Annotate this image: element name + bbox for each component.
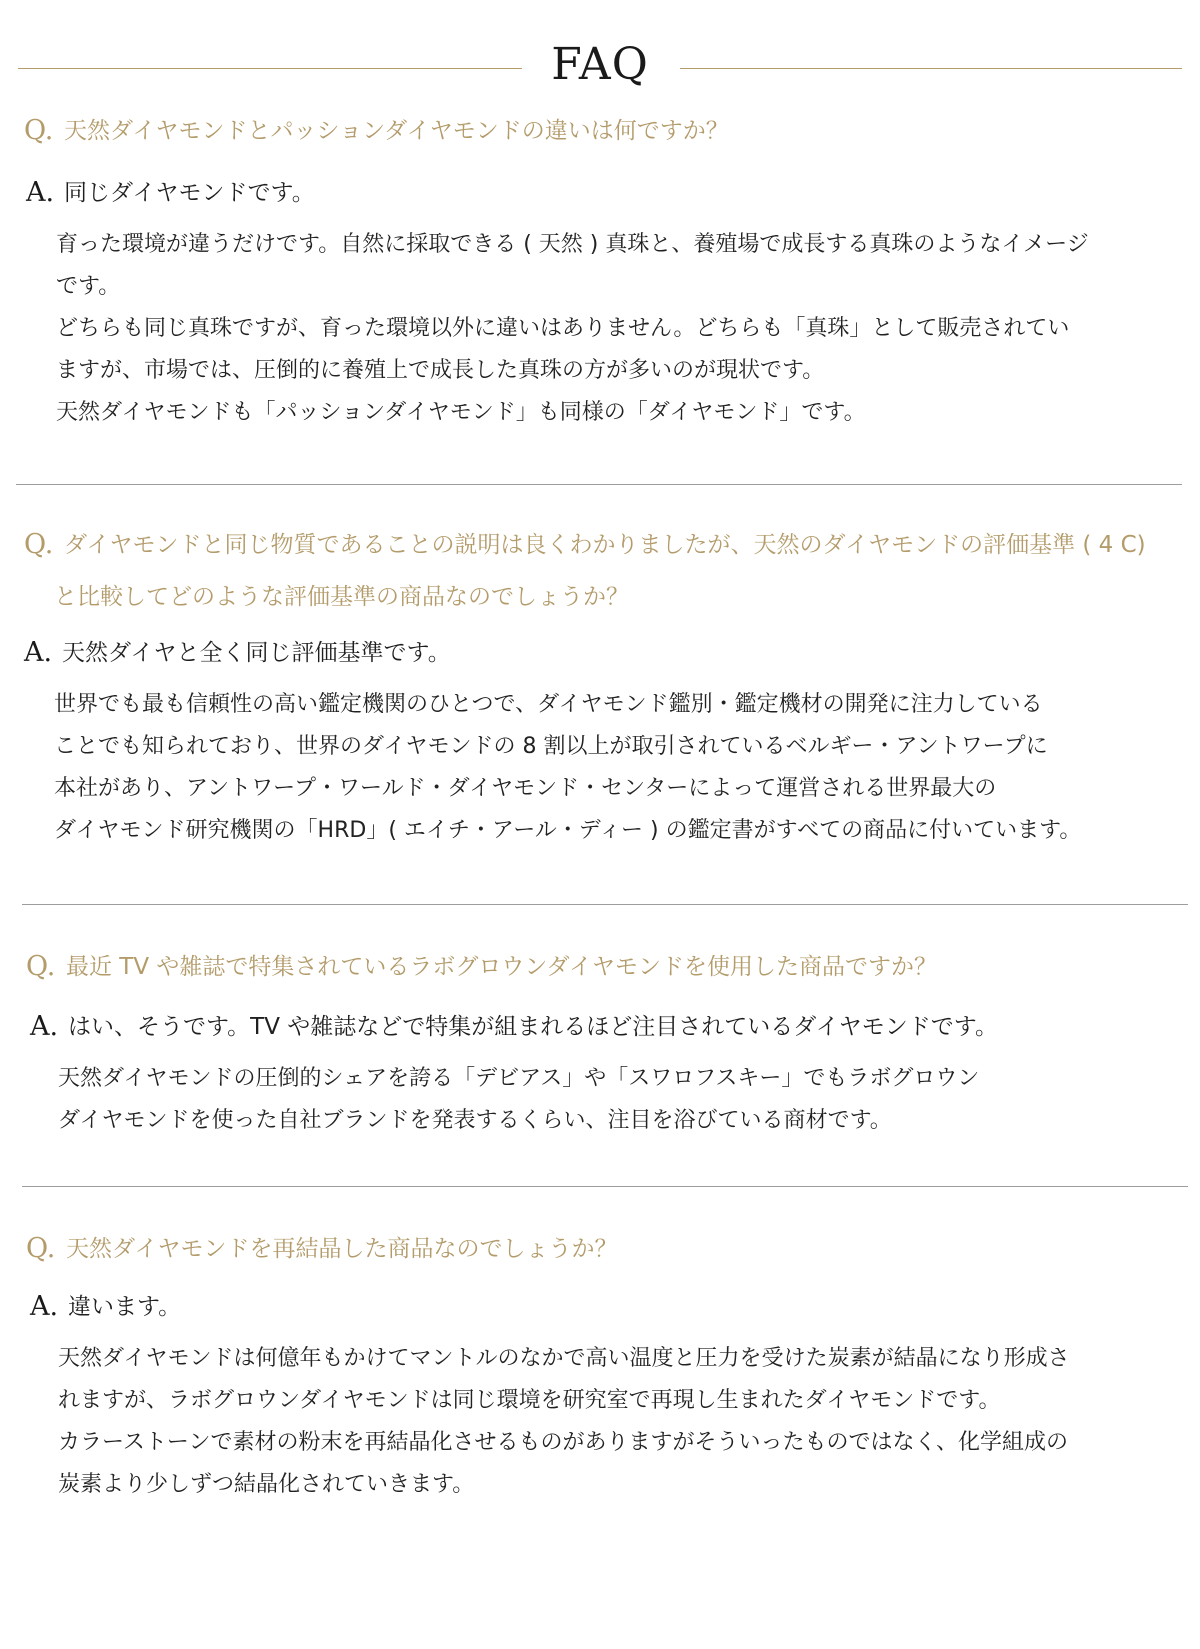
header-rule-right [680, 68, 1182, 69]
answer-body-line: 天然ダイヤモンドは何億年もかけてマントルのなかで高い温度と圧力を受けた炭素が結晶になり形成さ [58, 1346, 1070, 1371]
answer-body-line: 天然ダイヤモンドも「パッションダイヤモンド」も同様の「ダイヤモンド」です。 [56, 400, 866, 425]
answer-body-line: ダイヤモンドを使った自社ブランドを発表するくらい、注目を浴びている商材です。 [58, 1108, 892, 1133]
answer-body-line: です。 [56, 274, 121, 299]
answer-body-line: ますが、市場では、圧倒的に養殖上で成長した真珠の方が多いのが現状です。 [56, 358, 825, 383]
question-mark-label: Q. [26, 1233, 56, 1264]
answer-mark-label: A. [30, 1011, 59, 1042]
answer-body [58, 1058, 979, 1142]
answer-body [54, 684, 1081, 852]
header-rule-left [18, 68, 522, 69]
answer-text: 違います。 [68, 1294, 182, 1320]
faq-header [0, 32, 1200, 98]
answer-body-line: ことでも知られており、世界のダイヤモンドの 8 割以上が取引されているベルギー・アントワープに [54, 734, 1048, 759]
answer-body-line: ダイヤモンド研究機関の「HRD」( エイチ・アール・ディー ) の鑑定書がすべての商品に付いています。 [54, 818, 1082, 843]
answer-text: 天然ダイヤと全く同じ評価基準です。 [62, 640, 451, 666]
answer-body-line: 炭素より少しずつ結晶化されていきます。 [58, 1472, 475, 1497]
answer-mark-label: A. [26, 177, 55, 208]
question-text: 天然ダイヤモンドを再結晶した商品なのでしょうか？ [66, 1236, 618, 1262]
question-text-continued: と比較してどのような評価基準の商品なのでしょうか？ [54, 584, 629, 610]
page-title: FAQ [551, 39, 649, 90]
question-mark-label: Q. [24, 115, 54, 146]
faq-divider [16, 484, 1182, 485]
answer-body-line: カラーストーンで素材の粉末を再結晶化させるものがありますがそういったものではなく、化学組成の [58, 1430, 1069, 1455]
answer-body-line: どちらも同じ真珠ですが、育った環境以外に違いはありません。どちらも「真珠」として販売されてい [56, 316, 1070, 341]
answer-mark-label: A. [30, 1291, 59, 1322]
answer-text: 同じダイヤモンドです。 [64, 180, 315, 206]
question-text: 最近 TV や雑誌で特集されているラボグロウンダイヤモンドを使用した商品ですか？ [66, 954, 938, 980]
answer-body-line: れますが、ラボグロウンダイヤモンドは同じ環境を研究室で再現し生まれたダイヤモンドです。 [58, 1388, 1001, 1413]
faq-divider [22, 904, 1188, 905]
question-mark-label: Q. [24, 529, 54, 560]
answer-body-line: 育った環境が違うだけです。自然に採取できる ( 天然 ) 真珠と、養殖場で成長する真珠のようなイメージ [56, 232, 1089, 257]
answer-body-line: 世界でも最も信頼性の高い鑑定機関のひとつで、ダイヤモンド鑑別・鑑定機材の開発に注力している [54, 692, 1043, 717]
answer-mark-label: A. [24, 637, 53, 668]
question-text: ダイヤモンドと同じ物質であることの説明は良くわかりましたが、天然のダイヤモンドの評価基準 ( 4 C) [64, 532, 1146, 558]
answer-body-line: 天然ダイヤモンドの圧倒的シェアを誇る「デビアス」や「スワロフスキー」でもラボグロウン [58, 1066, 980, 1091]
faq-divider [22, 1186, 1188, 1187]
answer-body [58, 1338, 1070, 1506]
question-mark-label: Q. [26, 951, 56, 982]
answer-body-line: 本社があり、アントワープ・ワールド・ダイヤモンド・センターによって運営される世界最大の [54, 776, 997, 801]
question-text: 天然ダイヤモンドとパッションダイヤモンドの違いは何ですか？ [64, 118, 729, 144]
answer-text: はい、そうです。TV や雑誌などで特集が組まれるほど注目されているダイヤモンドです。 [68, 1014, 998, 1040]
answer-body [56, 224, 1089, 434]
